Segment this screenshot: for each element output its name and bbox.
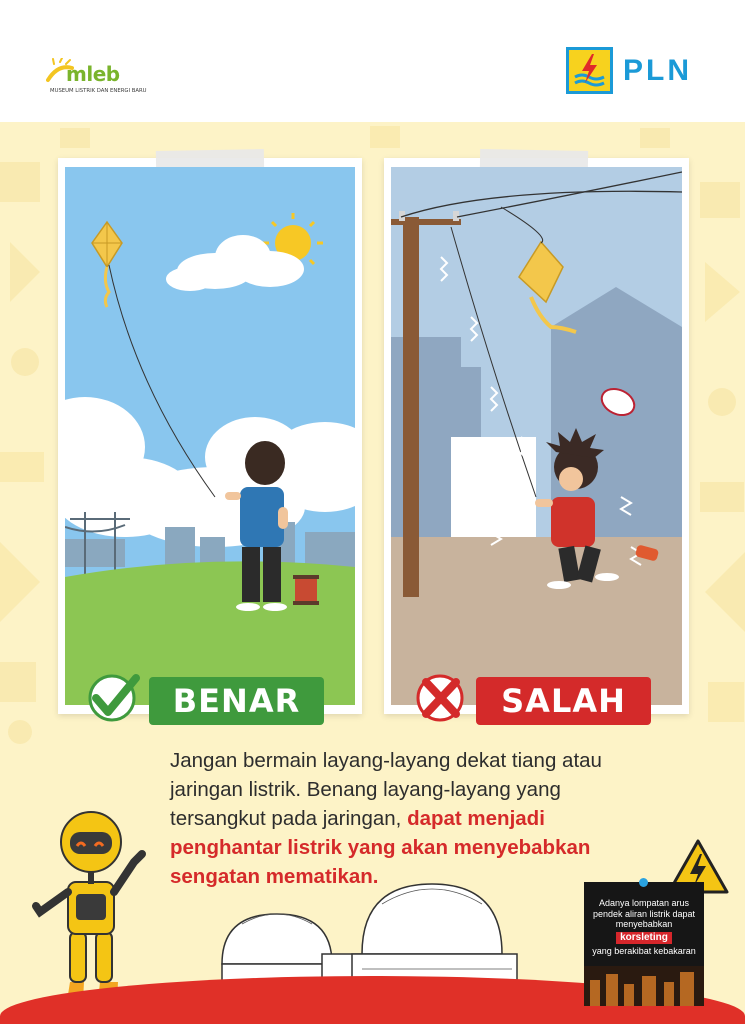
info-line-2: yang berakibat kebakaran xyxy=(592,946,696,956)
check-mark-icon xyxy=(86,670,142,724)
short-circuit-info-card xyxy=(584,882,704,1006)
message-normal: Jangan bermain layang-layang dekat tiang atau jaringan listrik. Benang layang-layang yang tersangkut pada jaringan, xyxy=(170,749,602,830)
spool-icon xyxy=(293,575,319,605)
info-highlight: korsleting xyxy=(616,932,672,945)
mleb-wordmark: mleb xyxy=(66,62,120,86)
pln-wordmark: PLN xyxy=(623,54,692,87)
panel-correct xyxy=(58,158,362,720)
cross-mark-icon xyxy=(414,670,466,724)
safety-message xyxy=(170,746,640,891)
panel-wrong xyxy=(384,158,689,720)
message-emphasis: dapat menjadi penghantar listrik yang akan menyebabkan sengatan mematikan. xyxy=(170,807,591,888)
info-line-1: Adanya lompatan arus pendek aliran listrik dapat menyebabkan xyxy=(592,898,696,929)
header xyxy=(0,0,745,122)
pln-logo xyxy=(566,47,716,95)
mleb-logo xyxy=(46,50,156,100)
burning-city-illustration xyxy=(584,966,704,1006)
mleb-subtitle: MUSEUM LISTRIK DAN ENERGI BARU xyxy=(50,88,147,94)
scene-correct-illustration xyxy=(65,167,355,705)
salah-label: SALAH xyxy=(476,677,651,725)
pln-emblem xyxy=(566,47,613,94)
scene-wrong-illustration xyxy=(391,167,682,705)
lightning-icon xyxy=(566,47,613,94)
indicator-dot xyxy=(639,878,648,887)
poster xyxy=(0,122,745,1024)
benar-label: BENAR xyxy=(149,677,324,725)
